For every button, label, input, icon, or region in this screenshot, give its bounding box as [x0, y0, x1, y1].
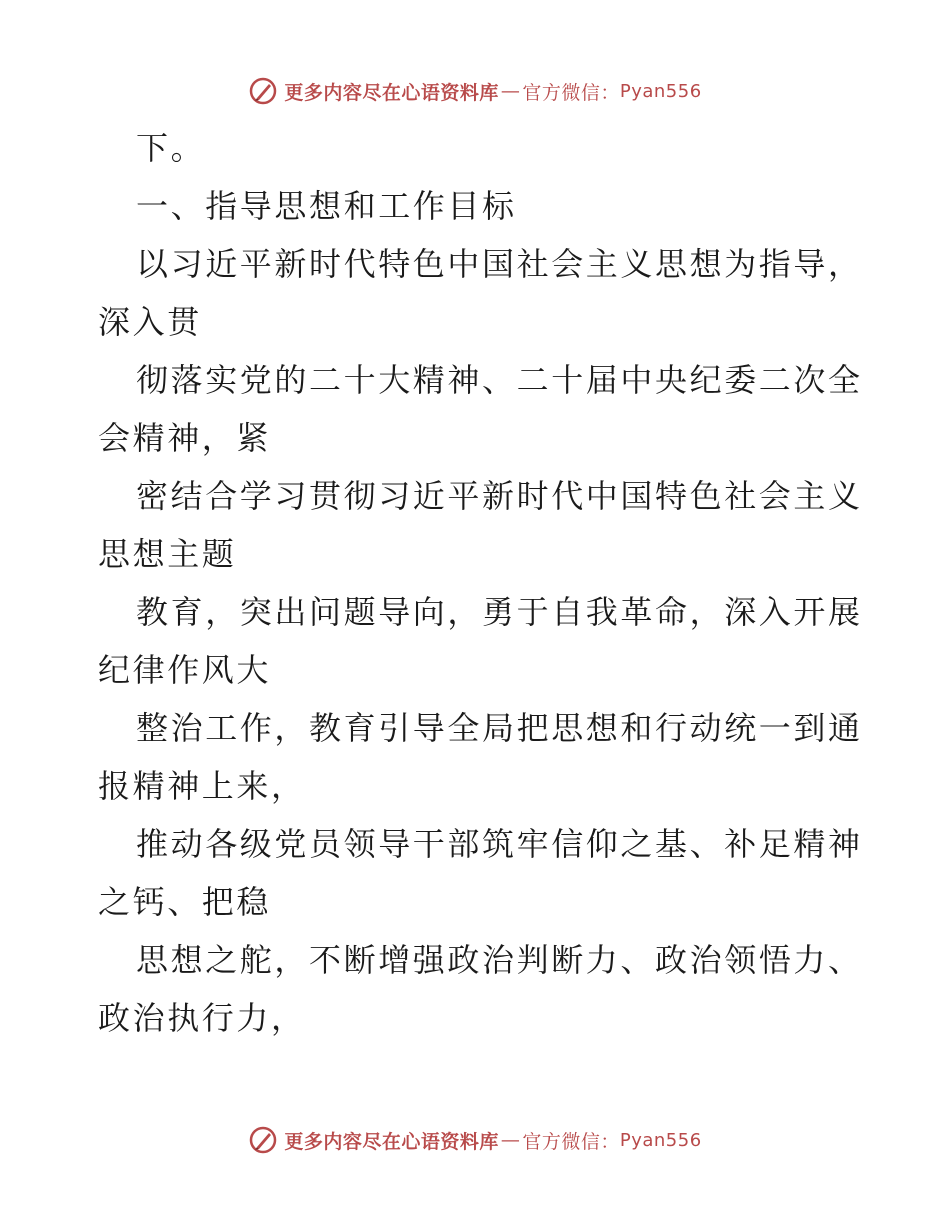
document-body: [98, 119, 863, 1047]
watermark-official: 官方微信：: [522, 1130, 620, 1153]
watermark-wechat-id: Pyan556: [619, 80, 702, 102]
text-line: 会精神，紧: [98, 419, 272, 457]
text-line: 思想之舵，不断增强政治判断力、政治领悟力、: [136, 941, 863, 979]
pen-logo-icon: [248, 1125, 278, 1155]
text-line: 密结合学习贯彻习近平新时代中国特色社会主义: [136, 477, 863, 515]
text-line: 教育，突出问题导向，勇于自我革命，深入开展: [136, 593, 863, 631]
text-line: 纪律作风大: [98, 651, 272, 689]
text-line: 思想主题: [98, 535, 237, 573]
pen-logo-icon: [248, 76, 278, 106]
text-line: 深入贯: [98, 303, 202, 341]
text-line: 推动各级党员领导干部筑牢信仰之基、补足精神: [136, 825, 863, 863]
watermark-wechat-id: Pyan556: [619, 1129, 702, 1151]
text-line: 彻落实党的二十大精神、二十届中央纪委二次全: [136, 361, 863, 399]
watermark-brand: 更多内容尽在心语资料库: [284, 1130, 499, 1153]
watermark-dash: —: [500, 80, 521, 102]
text-line: 政治执行力，: [98, 999, 306, 1037]
text-line: 报精神上来，: [98, 767, 306, 805]
footer-watermark: [0, 1120, 950, 1160]
watermark-official: 官方微信：: [522, 81, 620, 104]
text-line: 下。: [136, 129, 206, 167]
section-heading: 一、指导思想和工作目标: [136, 187, 517, 225]
watermark-brand: 更多内容尽在心语资料库: [284, 81, 499, 104]
text-line: 之钙、把稳: [98, 883, 272, 921]
watermark-dash: —: [500, 1129, 521, 1151]
text-line: 整治工作，教育引导全局把思想和行动统一到通: [136, 709, 863, 747]
header-watermark: [0, 71, 950, 111]
text-line: 以习近平新时代特色中国社会主义思想为指导，: [136, 245, 863, 283]
